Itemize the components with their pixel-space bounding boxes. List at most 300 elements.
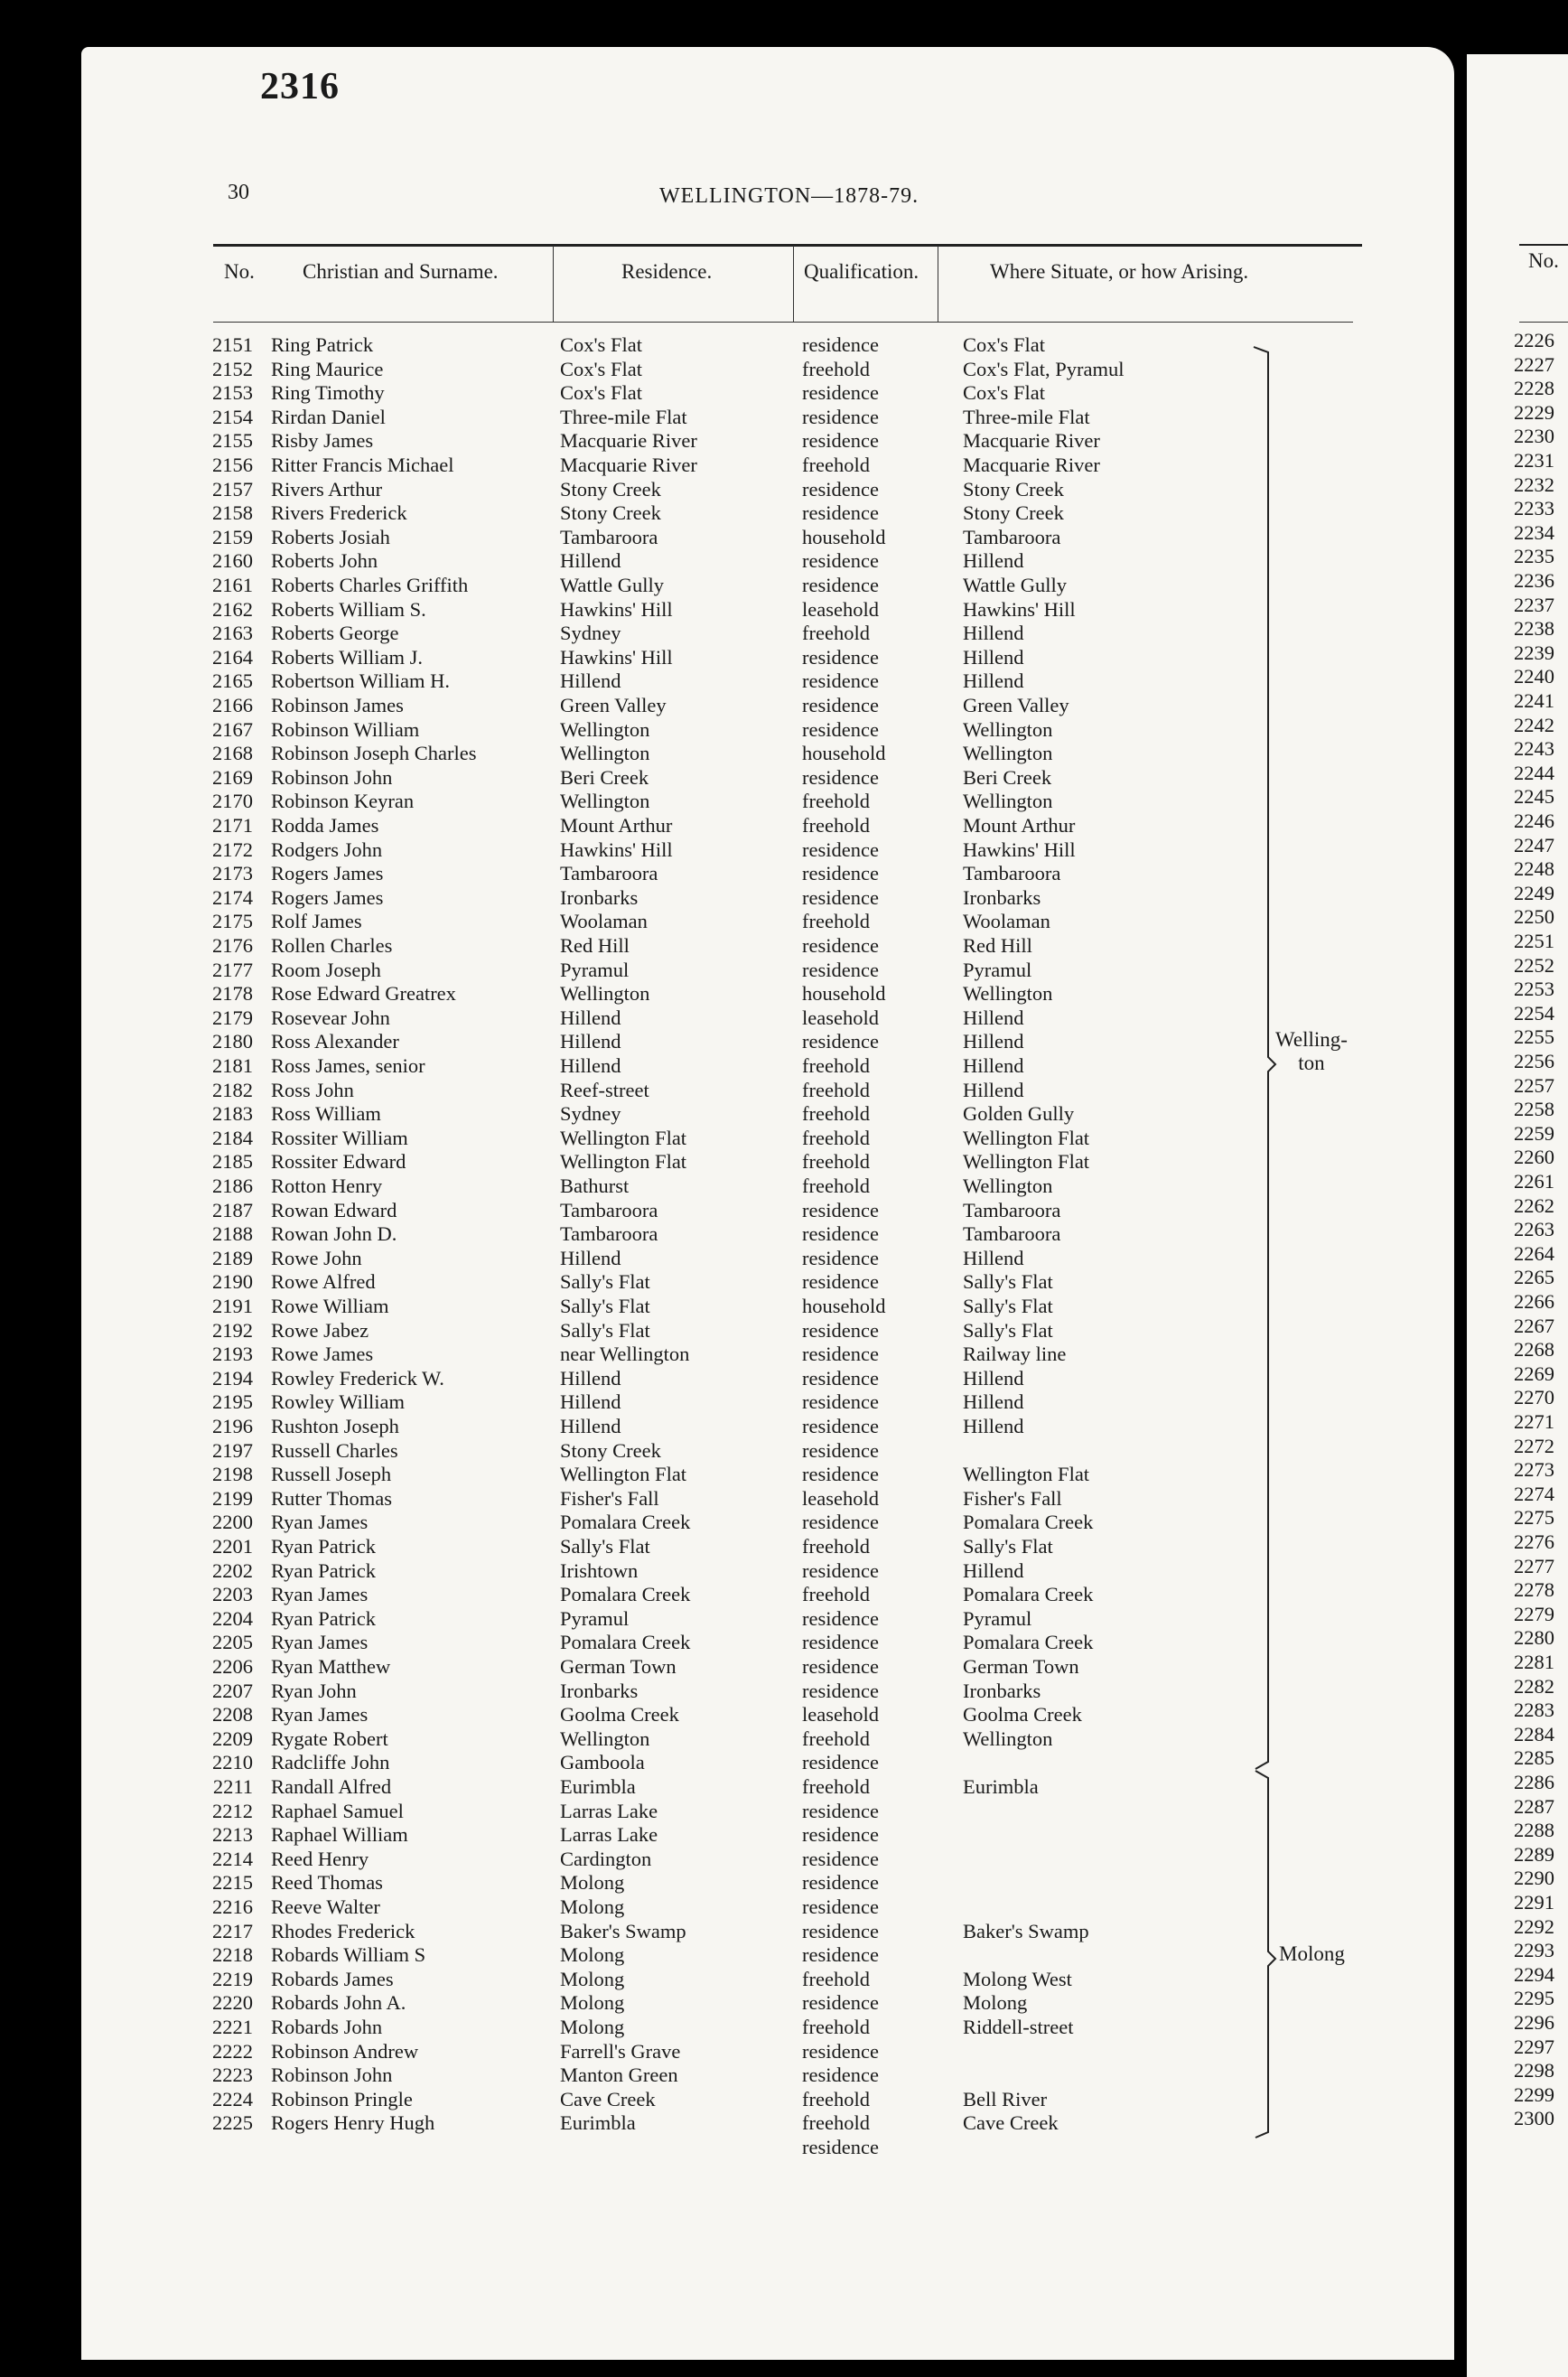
entry-number: 2177 bbox=[212, 958, 253, 981]
entry-number: 2170 bbox=[212, 790, 253, 813]
entry-name: Rowe James bbox=[271, 1343, 374, 1366]
table-row bbox=[0, 598, 1373, 622]
entry-qualification: residence bbox=[802, 1558, 879, 1582]
entry-number: 2221 bbox=[212, 2016, 253, 2038]
table-row bbox=[0, 1703, 1373, 1727]
entry-name: Reed Thomas bbox=[271, 1871, 383, 1895]
entry-qualification: residence bbox=[802, 429, 879, 453]
table-row bbox=[0, 1150, 1373, 1174]
entry-residence: Pomalara Creek bbox=[560, 1631, 691, 1654]
right-page-entry-number: 2247 bbox=[1514, 833, 1554, 856]
entry-residence: Baker's Swamp bbox=[560, 1919, 686, 1942]
entry-name: Ryan James bbox=[271, 1583, 369, 1606]
entry-residence: Tambaroora bbox=[560, 1198, 658, 1221]
right-page-entry-number: 2239 bbox=[1514, 641, 1554, 664]
entry-where-situate: Wellington bbox=[963, 717, 1053, 741]
entry-name: Rowan John D. bbox=[271, 1222, 397, 1246]
entry-qualification: freehold bbox=[802, 357, 870, 380]
header-name: Christian and Surname. bbox=[303, 260, 499, 283]
right-page-entry-number: 2241 bbox=[1514, 689, 1554, 712]
page-stamp: 2316 bbox=[260, 66, 340, 108]
right-page-entry-number: 2278 bbox=[1514, 1578, 1554, 1602]
entry-qualification: residence bbox=[802, 1751, 879, 1774]
right-page-entry-number: 2245 bbox=[1514, 785, 1554, 809]
entry-number: 2180 bbox=[212, 1030, 253, 1053]
entry-number: 2198 bbox=[212, 1463, 253, 1486]
entry-number: 2182 bbox=[212, 1078, 253, 1101]
entry-qualification: residence bbox=[802, 1366, 879, 1390]
entry-name: Randall Alfred bbox=[271, 1775, 392, 1798]
right-page-entry-number: 2249 bbox=[1514, 881, 1554, 904]
right-page-entry-number: 2260 bbox=[1514, 1146, 1554, 1169]
entry-where-situate: Wellington Flat bbox=[963, 1463, 1090, 1486]
entry-qualification: residence bbox=[802, 1343, 879, 1366]
right-page-entry-number: 2230 bbox=[1514, 425, 1554, 448]
right-page-entry-number: 2283 bbox=[1514, 1699, 1554, 1722]
entry-number: 2195 bbox=[212, 1390, 253, 1414]
entry-number: 2204 bbox=[212, 1606, 253, 1630]
table-row bbox=[0, 2111, 1373, 2136]
entry-qualification: freehold bbox=[802, 1535, 870, 1558]
entry-number: 2218 bbox=[212, 1943, 253, 1967]
entry-residence: Bathurst bbox=[560, 1174, 630, 1197]
entry-where-situate: Pomalara Creek bbox=[963, 1631, 1094, 1654]
right-page-entry-number: 2271 bbox=[1514, 1410, 1554, 1433]
entry-name: Raphael Samuel bbox=[271, 1799, 404, 1822]
right-page-entry-number: 2281 bbox=[1514, 1651, 1554, 1673]
entry-where-situate: Green Valley bbox=[963, 694, 1069, 716]
entry-qualification: freehold bbox=[802, 790, 870, 813]
header-top-rule bbox=[213, 244, 1362, 247]
entry-where-situate: Sally's Flat bbox=[963, 1318, 1053, 1342]
right-page-entry-number: 2276 bbox=[1514, 1530, 1554, 1553]
table-row bbox=[0, 862, 1373, 886]
right-page-entry-number: 2274 bbox=[1514, 1482, 1554, 1505]
entry-number: 2202 bbox=[212, 1558, 253, 1582]
table-row bbox=[0, 1487, 1373, 1511]
entry-name: Rutter Thomas bbox=[271, 1486, 392, 1510]
entry-qualification: freehold bbox=[802, 1775, 870, 1798]
entry-qualification: residence bbox=[802, 1606, 879, 1630]
right-page-entry-number: 2257 bbox=[1514, 1073, 1554, 1097]
entry-where-situate: Tambaroora bbox=[963, 525, 1061, 548]
entry-residence: Wellington Flat bbox=[560, 1150, 687, 1174]
table-row bbox=[0, 1222, 1373, 1247]
entry-qualification: residence bbox=[802, 1463, 879, 1486]
table-row bbox=[0, 2088, 1373, 2112]
table-row bbox=[0, 742, 1373, 766]
table-row bbox=[0, 2040, 1373, 2064]
entry-residence: Pomalara Creek bbox=[560, 1511, 691, 1534]
entry-name: Roberts Charles Griffith bbox=[271, 574, 469, 596]
entry-number: 2222 bbox=[212, 2039, 253, 2063]
entry-name: Rowan Edward bbox=[271, 1198, 397, 1221]
right-page-entry-number: 2291 bbox=[1514, 1891, 1554, 1914]
entry-residence: Molong bbox=[560, 1871, 625, 1895]
entry-residence: Tambaroora bbox=[560, 1222, 658, 1246]
right-page-entry-number: 2246 bbox=[1514, 809, 1554, 832]
entry-where-situate: Hillend bbox=[963, 1390, 1024, 1414]
table-row bbox=[0, 574, 1373, 598]
entry-where-situate: Molong West bbox=[963, 1967, 1072, 1990]
entry-number: 2152 bbox=[212, 357, 253, 380]
entry-residence: Irishtown bbox=[560, 1558, 639, 1582]
entry-qualification: freehold bbox=[802, 910, 870, 933]
entry-qualification: residence bbox=[802, 934, 879, 957]
table-row bbox=[0, 1680, 1373, 1704]
table-row bbox=[0, 1295, 1373, 1319]
entry-residence: Stony Creek bbox=[560, 1438, 661, 1462]
entry-qualification: leasehold bbox=[802, 597, 879, 621]
entry-where-situate: Wellington bbox=[963, 982, 1053, 1006]
entry-where-situate: Hillend bbox=[963, 549, 1024, 573]
right-page-entry-number: 2227 bbox=[1514, 352, 1554, 376]
right-page-entry-number: 2234 bbox=[1514, 520, 1554, 544]
entry-number: 2175 bbox=[212, 910, 253, 933]
entry-number: 2186 bbox=[212, 1174, 253, 1197]
entry-qualification: residence bbox=[802, 1511, 879, 1534]
entry-number: 2158 bbox=[212, 501, 253, 525]
entry-residence: Farrell's Grave bbox=[560, 2039, 681, 2063]
entry-residence: Tambaroora bbox=[560, 525, 658, 548]
entry-where-situate: Stony Creek bbox=[963, 477, 1064, 501]
entry-residence: Sally's Flat bbox=[560, 1318, 650, 1342]
table-row bbox=[0, 1079, 1373, 1103]
entry-residence: Hillend bbox=[560, 1366, 621, 1390]
entry-number: 2217 bbox=[212, 1919, 253, 1942]
entry-name: Room Joseph bbox=[271, 958, 381, 981]
entry-name: Radcliffe John bbox=[271, 1751, 390, 1774]
entry-number: 2224 bbox=[212, 2087, 253, 2110]
table-row bbox=[0, 478, 1373, 502]
table-row bbox=[0, 1127, 1373, 1151]
table-row bbox=[0, 959, 1373, 983]
entry-where-situate: Sally's Flat bbox=[963, 1535, 1053, 1558]
right-page-entry-number: 2253 bbox=[1514, 978, 1554, 1001]
entry-name: Ring Patrick bbox=[271, 333, 374, 356]
entry-residence: Eurimbla bbox=[560, 2111, 636, 2135]
column-divider bbox=[553, 246, 554, 322]
table-row bbox=[0, 429, 1373, 454]
entry-number: 2155 bbox=[212, 429, 253, 453]
right-page-entry-number: 2251 bbox=[1514, 930, 1554, 952]
right-page-entry-number: 2261 bbox=[1514, 1170, 1554, 1193]
entry-residence: Cave Creek bbox=[560, 2087, 656, 2110]
entry-residence: Cox's Flat bbox=[560, 333, 642, 356]
entry-where-situate: Hillend bbox=[963, 645, 1024, 669]
table-row bbox=[0, 1848, 1373, 1872]
entry-number: 2181 bbox=[212, 1054, 253, 1077]
entry-where-situate: Hawkins' Hill bbox=[963, 597, 1076, 621]
right-page-entry-number: 2295 bbox=[1514, 1987, 1554, 2010]
entry-number: 2210 bbox=[212, 1751, 253, 1774]
entry-qualification: residence bbox=[802, 1895, 879, 1918]
table-row bbox=[0, 1174, 1373, 1199]
entry-residence: Stony Creek bbox=[560, 501, 661, 525]
entry-number: 2173 bbox=[212, 862, 253, 885]
entry-residence: Sally's Flat bbox=[560, 1295, 650, 1317]
entry-residence: Hawkins' Hill bbox=[560, 597, 673, 621]
entry-where-situate: Bell River bbox=[963, 2087, 1048, 2110]
table-row bbox=[0, 1247, 1373, 1271]
right-page-entry-number: 2232 bbox=[1514, 473, 1554, 496]
entry-number: 2213 bbox=[212, 1823, 253, 1847]
entry-name: Rowe William bbox=[271, 1295, 389, 1317]
entry-qualification: residence bbox=[802, 838, 879, 861]
entry-name: Ryan James bbox=[271, 1511, 369, 1534]
entry-qualification: residence bbox=[802, 1198, 879, 1221]
entry-number: 2223 bbox=[212, 2063, 253, 2087]
entry-residence: Wellington Flat bbox=[560, 1463, 687, 1486]
entry-qualification: residence bbox=[802, 1799, 879, 1822]
entry-name: Ross John bbox=[271, 1078, 354, 1101]
table-row bbox=[0, 1463, 1373, 1487]
entry-qualification: freehold bbox=[802, 1054, 870, 1077]
entry-where-situate: Cox's Flat bbox=[963, 381, 1045, 405]
entry-qualification: residence bbox=[802, 717, 879, 741]
entry-name: Roberts Josiah bbox=[271, 525, 390, 548]
entry-number: 2189 bbox=[212, 1246, 253, 1269]
entry-where-situate: Macquarie River bbox=[963, 454, 1100, 476]
page-number: 30 bbox=[228, 181, 249, 204]
entry-name: Robinson Joseph Charles bbox=[271, 742, 477, 765]
entry-name: Rowley Frederick W. bbox=[271, 1366, 444, 1390]
table-row bbox=[0, 1775, 1373, 1800]
entry-qualification: freehold bbox=[802, 2111, 870, 2135]
entry-number: 2184 bbox=[212, 1126, 253, 1149]
table-row bbox=[0, 1751, 1373, 1775]
entry-where-situate: Molong bbox=[963, 1991, 1028, 2015]
entry-where-situate: Hillend bbox=[963, 1006, 1024, 1029]
right-page-entry-number: 2285 bbox=[1514, 1746, 1554, 1770]
table-row bbox=[0, 622, 1373, 646]
entry-residence: Sydney bbox=[560, 1102, 621, 1126]
entry-number: 2165 bbox=[212, 669, 253, 693]
table-row bbox=[0, 549, 1373, 574]
entry-residence: near Wellington bbox=[560, 1343, 690, 1366]
right-page-entry-number: 2273 bbox=[1514, 1458, 1554, 1482]
table-row bbox=[0, 790, 1373, 814]
right-page-entry-number: 2284 bbox=[1514, 1722, 1554, 1745]
entry-where-situate: Hillend bbox=[963, 669, 1024, 693]
entry-name: Ritter Francis Michael bbox=[271, 454, 454, 476]
entry-name: Russell Joseph bbox=[271, 1463, 392, 1486]
right-page-entry-number: 2296 bbox=[1514, 2011, 1554, 2034]
right-page-entry-number: 2258 bbox=[1514, 1098, 1554, 1121]
entry-residence: Sally's Flat bbox=[560, 1535, 650, 1558]
entry-residence: Cardington bbox=[560, 1847, 652, 1870]
entry-name: Robinson Pringle bbox=[271, 2087, 413, 2110]
entry-qualification: residence bbox=[802, 1919, 879, 1942]
entry-name: Russell Charles bbox=[271, 1438, 398, 1462]
entry-qualification: household bbox=[802, 742, 886, 765]
table-row bbox=[0, 406, 1373, 430]
right-page-header-no: No. bbox=[1528, 249, 1559, 272]
right-page-entry-number: 2255 bbox=[1514, 1025, 1554, 1049]
entry-residence: German Town bbox=[560, 1655, 677, 1678]
entry-residence: Sydney bbox=[560, 622, 621, 645]
right-page-entry-number: 2243 bbox=[1514, 737, 1554, 761]
entry-qualification: residence bbox=[802, 1415, 879, 1437]
entry-number: 2159 bbox=[212, 525, 253, 548]
table-row bbox=[0, 1991, 1373, 2016]
table-row bbox=[0, 1631, 1373, 1655]
right-page-entry-number: 2300 bbox=[1514, 2107, 1554, 2130]
entry-residence: Hawkins' Hill bbox=[560, 645, 673, 669]
entry-name: Rivers Frederick bbox=[271, 501, 407, 525]
table-row bbox=[0, 1920, 1373, 1944]
entry-qualification: residence bbox=[802, 1823, 879, 1847]
entry-name: Roberts William S. bbox=[271, 597, 426, 621]
entry-name: Robinson John bbox=[271, 765, 393, 789]
entry-residence: Macquarie River bbox=[560, 429, 697, 453]
entry-name: Robards James bbox=[271, 1967, 394, 1990]
table-row bbox=[0, 1968, 1373, 1992]
right-page-entry-number: 2290 bbox=[1514, 1867, 1554, 1890]
entry-where-situate: Goolma Creek bbox=[963, 1703, 1082, 1727]
right-page-entry-number: 2265 bbox=[1514, 1266, 1554, 1289]
entry-name: Rowe John bbox=[271, 1246, 362, 1269]
right-page-entry-number: 2228 bbox=[1514, 377, 1554, 400]
table-row bbox=[0, 454, 1373, 478]
entry-qualification: residence bbox=[802, 574, 879, 596]
right-page-entry-number: 2294 bbox=[1514, 1962, 1554, 1986]
entry-name: Robinson John bbox=[271, 2063, 393, 2087]
entry-name: Rogers James bbox=[271, 862, 384, 885]
entry-number: 2185 bbox=[212, 1150, 253, 1174]
entry-where-situate: Riddell-street bbox=[963, 2016, 1074, 2038]
right-page-entry-number: 2298 bbox=[1514, 2059, 1554, 2082]
right-page-entry-number: 2299 bbox=[1514, 2082, 1554, 2106]
table-row bbox=[0, 1800, 1373, 1824]
right-page-entry-number: 2236 bbox=[1514, 569, 1554, 592]
entry-residence: Molong bbox=[560, 1967, 625, 1990]
entry-residence: Red Hill bbox=[560, 934, 630, 957]
table-row bbox=[0, 1943, 1373, 1968]
table-row bbox=[0, 1030, 1373, 1054]
entry-number: 2211 bbox=[212, 1775, 253, 1798]
entry-residence: Cox's Flat bbox=[560, 381, 642, 405]
entry-name: Robinson Keyran bbox=[271, 790, 415, 813]
table-row bbox=[0, 1102, 1373, 1127]
right-page-entry-number: 2250 bbox=[1514, 905, 1554, 929]
entry-number: 2153 bbox=[212, 381, 253, 405]
entry-residence: Cox's Flat bbox=[560, 357, 642, 380]
entry-where-situate: Tambaroora bbox=[963, 1222, 1061, 1246]
table-row bbox=[0, 814, 1373, 838]
entry-qualification: residence bbox=[802, 501, 879, 525]
entry-qualification: residence bbox=[802, 1270, 879, 1294]
entry-name: Roberts William J. bbox=[271, 645, 424, 669]
table-row bbox=[0, 982, 1373, 1006]
entry-name: Rowley William bbox=[271, 1390, 406, 1414]
right-page-entry-number: 2280 bbox=[1514, 1626, 1554, 1650]
entry-residence: Larras Lake bbox=[560, 1823, 658, 1847]
entry-qualification: residence bbox=[802, 1943, 879, 1967]
entry-number: 2161 bbox=[212, 574, 253, 596]
table-row bbox=[0, 1270, 1373, 1295]
entry-qualification: residence bbox=[802, 1390, 879, 1414]
entry-qualification: residence bbox=[802, 1246, 879, 1269]
entry-where-situate: Sally's Flat bbox=[963, 1295, 1053, 1317]
entry-where-situate: Wellington bbox=[963, 790, 1053, 813]
entry-name: Ryan James bbox=[271, 1703, 369, 1727]
entry-where-situate: Cave Creek bbox=[963, 2111, 1059, 2135]
entry-residence: Eurimbla bbox=[560, 1775, 636, 1798]
entry-where-situate: Woolaman bbox=[963, 910, 1050, 933]
right-page-entry-number: 2267 bbox=[1514, 1314, 1554, 1337]
right-page-entry-number: 2286 bbox=[1514, 1771, 1554, 1793]
entry-residence: Gamboola bbox=[560, 1751, 645, 1774]
entry-number: 2197 bbox=[212, 1438, 253, 1462]
entry-number: 2225 bbox=[212, 2111, 253, 2135]
entry-where-situate: Hillend bbox=[963, 622, 1024, 645]
entry-residence: Goolma Creek bbox=[560, 1703, 679, 1727]
right-page-entry-number: 2268 bbox=[1514, 1338, 1554, 1362]
entry-qualification: residence bbox=[802, 694, 879, 716]
entry-residence: Hillend bbox=[560, 669, 621, 693]
entry-where-situate: Hawkins' Hill bbox=[963, 838, 1076, 861]
right-page-entry-number: 2282 bbox=[1514, 1674, 1554, 1698]
entry-name: Ross James, senior bbox=[271, 1054, 425, 1077]
right-page-entry-number: 2252 bbox=[1514, 953, 1554, 977]
entry-qualification: residence bbox=[802, 1318, 879, 1342]
entry-residence: Wellington bbox=[560, 982, 650, 1006]
entry-name: Rivers Arthur bbox=[271, 477, 383, 501]
entry-qualification: residence bbox=[802, 2136, 879, 2158]
entry-name: Rotton Henry bbox=[271, 1174, 383, 1197]
right-page-entry-number: 2264 bbox=[1514, 1241, 1554, 1265]
group-label-molong: Molong bbox=[1279, 1942, 1345, 1965]
table-row bbox=[0, 2063, 1373, 2088]
right-page-entry-number: 2266 bbox=[1514, 1290, 1554, 1313]
entry-qualification: residence bbox=[802, 1991, 879, 2015]
entry-residence: Hillend bbox=[560, 1390, 621, 1414]
entry-name: Ryan John bbox=[271, 1679, 357, 1702]
entry-where-situate: Wellington bbox=[963, 1727, 1053, 1750]
entry-where-situate: Three-mile Flat bbox=[963, 405, 1090, 428]
table-row bbox=[0, 1895, 1373, 1920]
entry-qualification: residence bbox=[802, 862, 879, 885]
entry-residence: Wattle Gully bbox=[560, 574, 665, 596]
entry-number: 2201 bbox=[212, 1535, 253, 1558]
entry-where-situate: Hillend bbox=[963, 1054, 1024, 1077]
entry-number: 2194 bbox=[212, 1366, 253, 1390]
entry-residence: Green Valley bbox=[560, 694, 667, 716]
table-row bbox=[0, 333, 1373, 358]
right-page-entry-number: 2240 bbox=[1514, 665, 1554, 688]
entry-residence: Wellington Flat bbox=[560, 1126, 687, 1149]
entry-residence: Beri Creek bbox=[560, 765, 649, 789]
entry-where-situate: Hillend bbox=[963, 1415, 1024, 1437]
entry-where-situate: Pyramul bbox=[963, 958, 1032, 981]
right-page-entry-number: 2231 bbox=[1514, 449, 1554, 472]
entry-number: 2214 bbox=[212, 1847, 253, 1870]
entry-qualification: household bbox=[802, 982, 886, 1006]
entry-name: Rygate Robert bbox=[271, 1727, 388, 1750]
entry-qualification: freehold bbox=[802, 2016, 870, 2038]
entry-number: 2215 bbox=[212, 1871, 253, 1895]
entry-where-situate: Pomalara Creek bbox=[963, 1511, 1094, 1534]
entry-qualification: leasehold bbox=[802, 1486, 879, 1510]
entry-qualification: residence bbox=[802, 381, 879, 405]
table-row bbox=[0, 1054, 1373, 1079]
entry-where-situate: Fisher's Fall bbox=[963, 1486, 1062, 1510]
right-page-entry-number: 2297 bbox=[1514, 2035, 1554, 2058]
entry-qualification: residence bbox=[802, 2039, 879, 2063]
entry-number: 2188 bbox=[212, 1222, 253, 1246]
header-no: No. bbox=[224, 260, 255, 283]
